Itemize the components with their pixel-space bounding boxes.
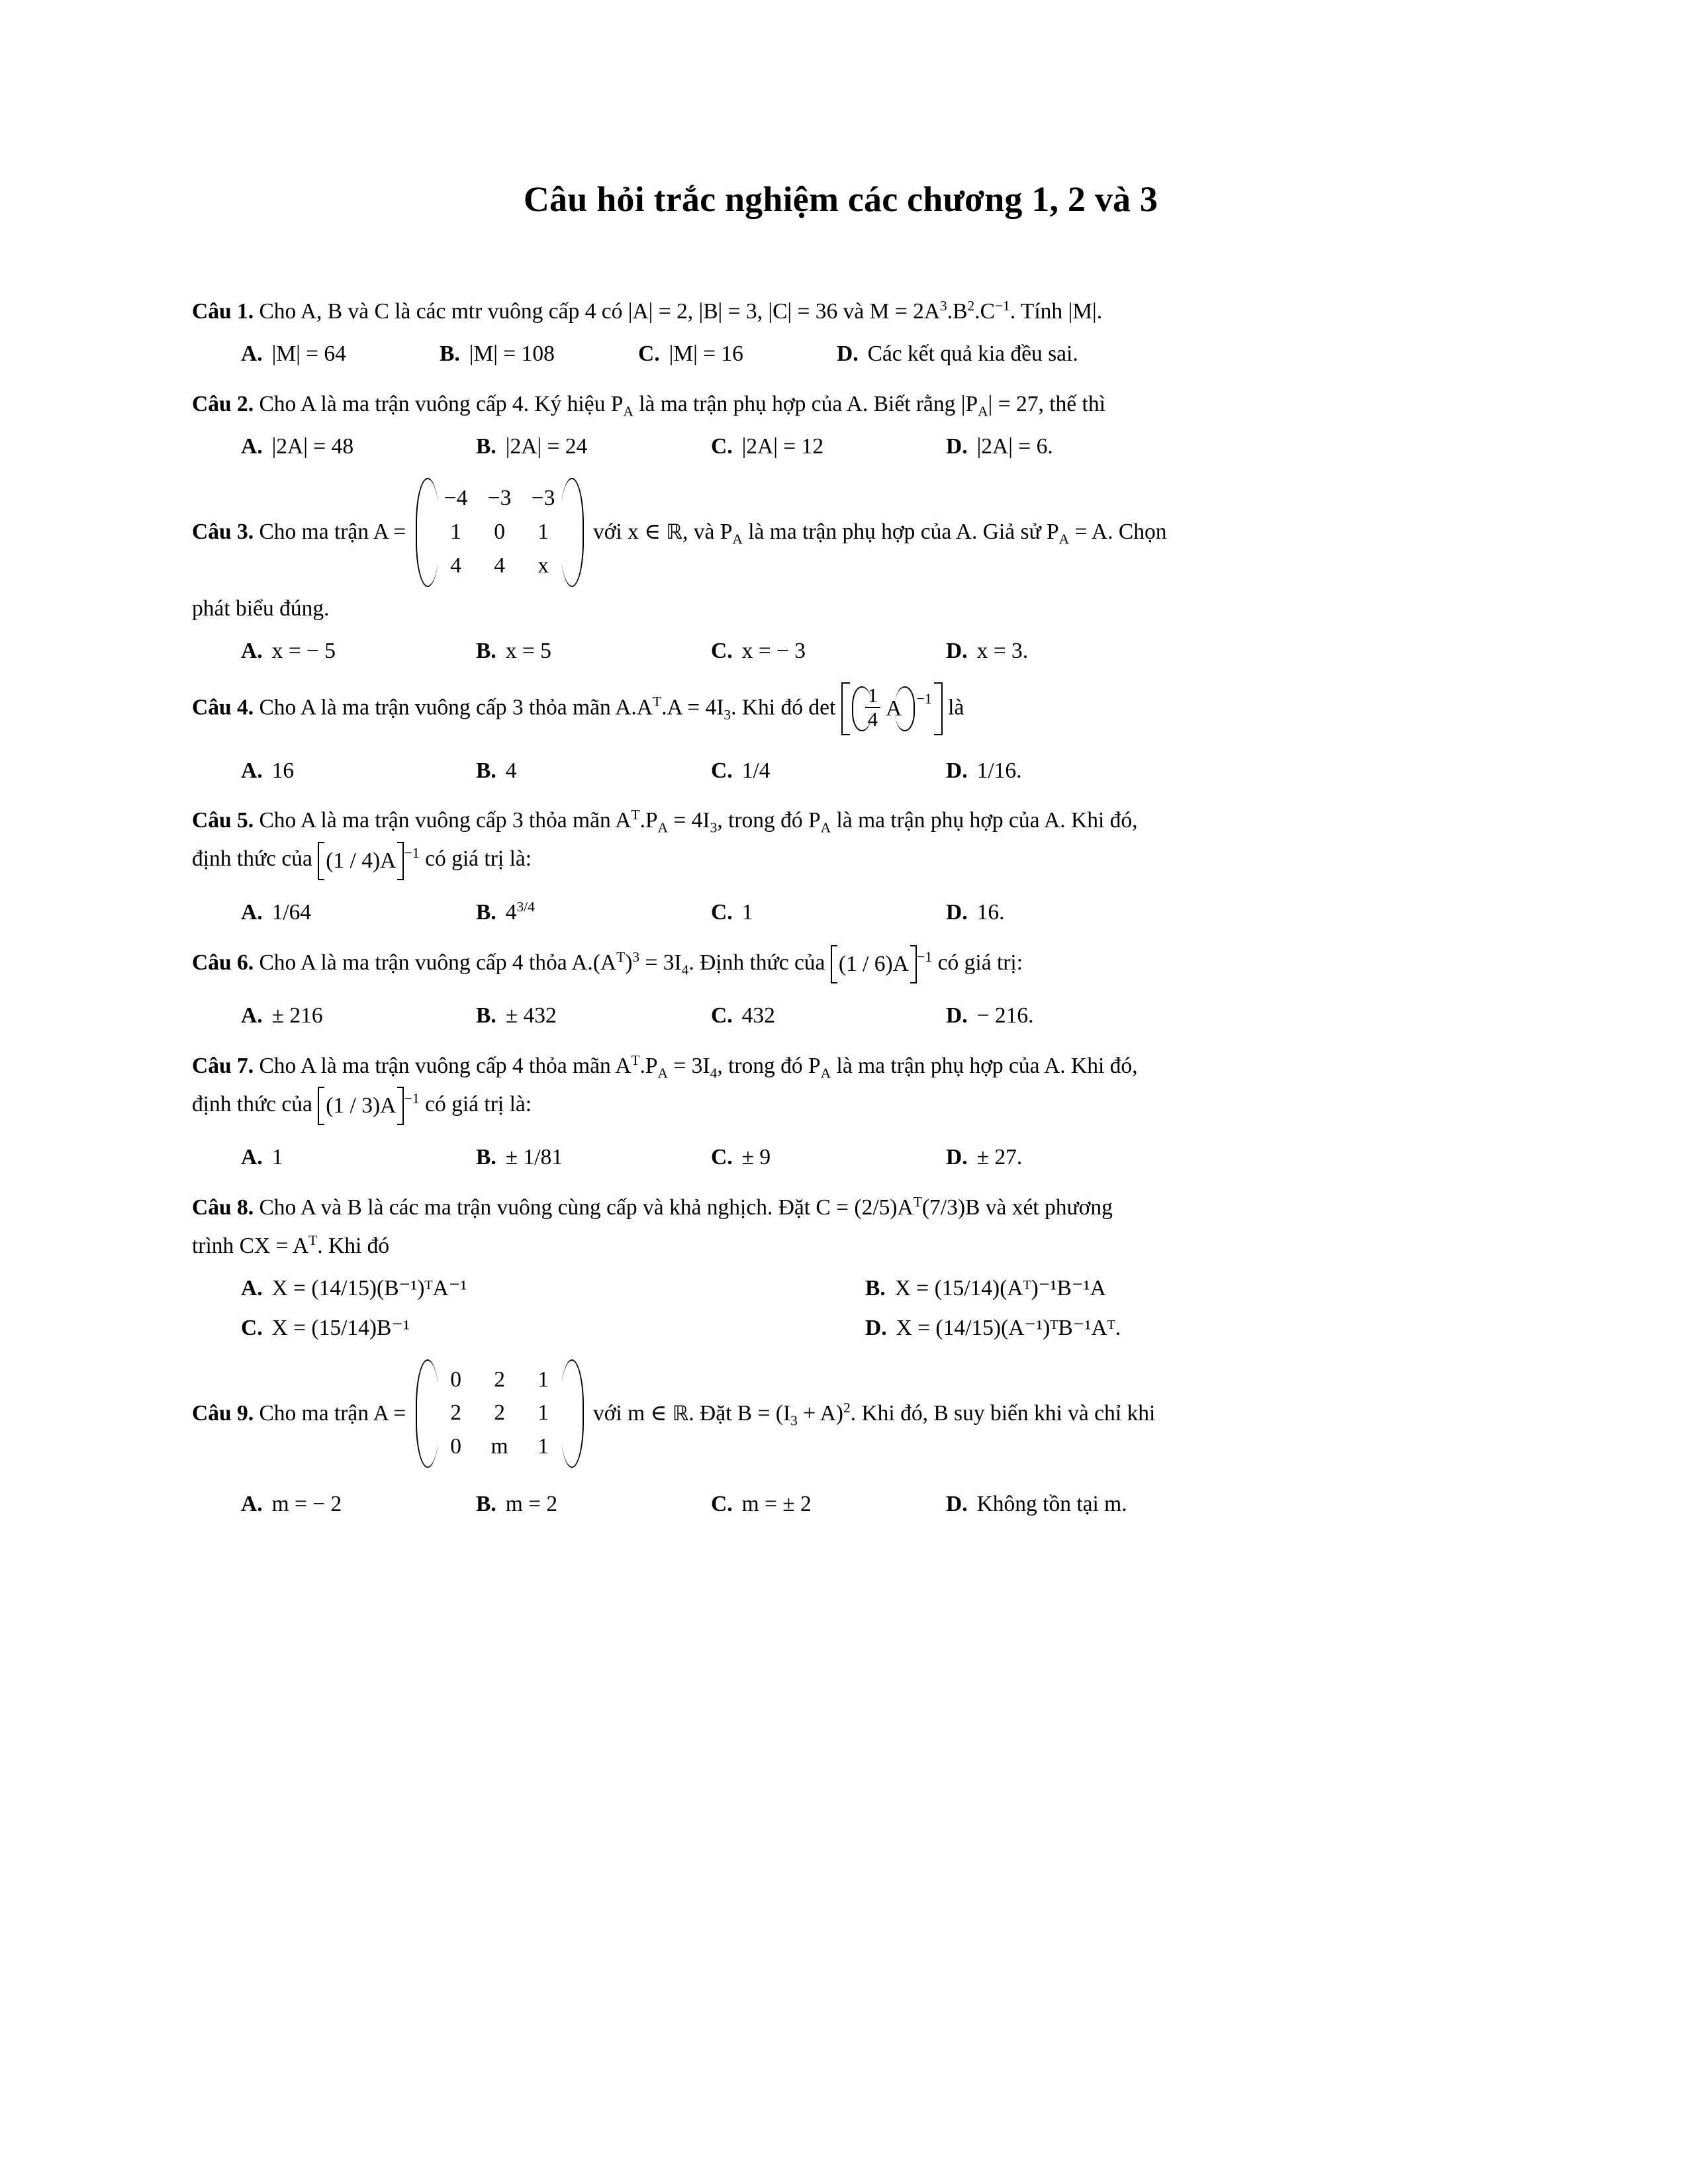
question-6-option-b[interactable] [476,998,711,1034]
question-3-option-d[interactable] [946,633,1028,669]
question-5-label: Câu 5. [192,808,254,833]
matrix-cell: m [491,1434,508,1459]
option-letter: D. [837,341,859,367]
question-5-bracket-exponent: −1 [404,844,420,862]
question-7-sub2: 4 [710,1065,718,1081]
question-6-options [192,998,1489,1034]
question-8-option-b[interactable] [865,1271,1489,1306]
matrix-left-paren [416,478,429,587]
question-7-sub1: A [657,1065,669,1081]
matrix-cell: −4 [444,485,468,510]
question-9-option-a[interactable] [241,1486,476,1522]
option-letter: A. [241,1003,263,1028]
question-4-stem [192,683,1489,735]
question-7-line2-pre: định thức của [192,1091,312,1116]
matrix-cell: 2 [494,1400,505,1426]
real-numbers-symbol: ℝ [672,1401,689,1426]
option-text: |2A| = 48 [271,434,354,459]
option-letter: A. [241,758,263,783]
element-of-icon: ∈ [650,1400,667,1426]
question-8-sup1: T [913,1193,922,1210]
option-text: |2A| = 12 [741,434,824,459]
question-6 [192,945,1489,1034]
question-9-matrix [416,1359,584,1469]
square-bracket-left [318,842,324,880]
question-7 [192,1048,1489,1175]
question-8-line2-part2: . Khi đó [317,1234,390,1259]
option-letter: B. [476,1003,496,1028]
question-4-option-a[interactable] [241,753,476,789]
question-3-stem [192,479,1489,588]
option-letter: B. [476,434,496,459]
option-text: 1/16. [976,758,1022,783]
option-text: ± 1/81 [505,1145,563,1170]
document-content [192,179,1489,1537]
question-1-option-b[interactable] [440,336,638,372]
matrix-cell: 4 [494,553,505,578]
question-2-option-d[interactable] [946,429,1053,465]
question-9-label: Câu 9. [192,1400,254,1426]
question-7-text-part5: là ma trận phụ hợp của A. Khi đó, [831,1053,1138,1078]
option-text: X = (15/14)B⁻¹ [271,1315,410,1340]
option-letter: A. [241,1276,263,1301]
question-2-option-b[interactable] [476,429,711,465]
option-letter: D. [946,1492,968,1517]
option-text: m = 2 [505,1492,558,1517]
question-6-sup1: T [616,948,626,965]
option-letter: B. [476,758,496,783]
question-2-text-part2: là ma trận phụ hợp của A. Biết rằng |P [633,391,978,416]
question-5 [192,803,1489,930]
question-1-option-a[interactable] [241,336,440,372]
question-1-sup2: 2 [967,297,975,314]
matrix-row [434,1396,565,1430]
question-5-stem-line2 [192,841,1489,880]
matrix-cell: 1 [538,1400,549,1426]
question-8-label: Câu 8. [192,1195,254,1220]
question-5-text-part1: Cho A là ma trận vuông cấp 3 thỏa mãn A [259,808,632,833]
question-7-sup1: T [631,1052,640,1068]
question-5-option-d[interactable] [946,895,1004,931]
option-text: |2A| = 24 [505,434,588,459]
option-text: |M| = 108 [469,341,555,367]
matrix-cell: 2 [450,1400,461,1426]
square-bracket-left [841,682,850,735]
question-2-label: Câu 2. [192,391,254,416]
question-3-sub2: A [1058,531,1070,547]
question-4-sup1: T [652,694,662,710]
question-5-text-part2: .P [639,808,658,833]
question-1-text-part4: . Tính |M|. [1009,299,1103,324]
question-3 [192,479,1489,669]
question-7-text-part3: = 3I [668,1053,710,1078]
question-1 [192,294,1489,372]
question-8-option-a[interactable] [241,1271,865,1306]
question-7-line2-post: có giá trị là: [425,1091,532,1116]
question-9-text-part1: Cho ma trận A = [259,1400,406,1426]
matrix-cell: 1 [538,1434,549,1459]
option-letter: C. [711,1145,733,1170]
option-letter: D. [865,1315,887,1340]
option-letter: A. [241,1145,263,1170]
bracket-content: (1 / 4)A [326,848,397,873]
square-bracket-right [910,945,917,983]
option-text: |M| = 16 [669,341,743,367]
question-1-label: Câu 1. [192,299,254,324]
question-5-text-part3: = 4I [668,808,710,833]
matrix-cell: x [538,553,549,578]
option-text: x = 3. [976,638,1029,663]
question-7-bracket-exponent: −1 [404,1089,420,1107]
question-5-sub1: A [657,819,669,836]
question-7-bracket-expression [318,1087,404,1125]
question-6-text-part5: có giá trị: [937,950,1023,975]
bracket-content: (1 / 6)A [838,951,909,976]
question-3-option-a[interactable] [241,633,476,669]
question-4-sub1: 3 [724,707,731,723]
question-6-bracket-expression [831,945,917,983]
question-9-stem [192,1361,1489,1470]
option-text: Các kết quả kia đều sai. [867,341,1078,367]
option-text: 1 [271,1145,283,1170]
question-3-option-c[interactable] [711,633,946,669]
matrix-cell: 4 [450,553,461,578]
option-text: 4 [505,758,517,783]
matrix-cell: 1 [538,519,549,544]
option-text: ± 9 [741,1145,771,1170]
question-7-option-d[interactable] [946,1140,1022,1175]
option-text: 16 [271,758,295,783]
question-1-stem [192,294,1489,330]
question-6-label: Câu 6. [192,950,254,975]
matrix-left-paren [416,1359,429,1469]
question-9-sub1: 3 [790,1412,798,1429]
question-2 [192,387,1489,465]
exponent: −1 [916,690,932,707]
option-letter: A. [241,1492,263,1517]
option-text: 1/64 [271,899,312,925]
matrix-cell: −3 [531,485,555,510]
question-2-stem [192,387,1489,422]
question-4-option-d[interactable] [946,753,1022,789]
question-8-option-d[interactable] [865,1310,1489,1346]
question-3-options [192,633,1489,669]
matrix-variable: A [886,696,902,721]
fraction-one-quarter [865,685,881,729]
option-text: x = 5 [505,638,551,663]
question-9-option-d[interactable] [946,1486,1127,1522]
question-1-options [192,336,1489,372]
option-letter: C. [638,341,660,367]
question-1-sup3: −1 [994,297,1010,314]
question-3-option-b[interactable] [476,633,711,669]
question-8-option-c[interactable] [241,1310,865,1346]
real-numbers-symbol: ℝ [666,520,682,544]
option-letter: B. [865,1276,886,1301]
square-bracket-right [397,842,404,880]
option-text: Không tồn tại m. [976,1492,1127,1517]
matrix-cell: 1 [450,519,461,544]
matrix-cell: 0 [450,1434,461,1459]
option-letter: D. [946,434,968,459]
question-6-text-part1: Cho A là ma trận vuông cấp 4 thỏa A.(A [259,950,617,975]
option-exponent: 3/4 [516,898,535,915]
matrix-cell: −3 [487,485,512,510]
question-5-line2-pre: định thức của [192,846,312,872]
option-letter: B. [476,1145,496,1170]
question-9-option-b[interactable] [476,1486,711,1522]
option-text: x = − 5 [271,638,336,663]
square-bracket-left [831,945,837,983]
question-6-option-a[interactable] [241,998,476,1034]
option-letter: D. [946,758,968,783]
option-letter: C. [241,1315,263,1340]
question-2-option-a[interactable] [241,429,476,465]
question-2-sub2: A [978,403,988,420]
paren-right-icon [904,686,915,731]
option-text: ± 216 [271,1003,323,1028]
question-5-option-a[interactable] [241,895,476,931]
matrix-row [434,1363,565,1397]
option-letter: A. [241,434,263,459]
question-2-text-part3: | = 27, thế thì [988,391,1105,416]
option-text: 4 [505,899,517,925]
question-6-sub1: 4 [681,962,689,978]
question-3-text-part2: với x [592,519,639,544]
question-3-text-part1: Cho ma trận A = [259,519,406,544]
question-8-options-row1 [192,1271,1489,1306]
square-bracket-left [318,1087,324,1125]
option-letter: C. [711,1492,733,1517]
option-text: m = ± 2 [741,1492,812,1517]
option-letter: D. [946,1145,968,1170]
question-2-option-c[interactable] [711,429,946,465]
question-8-line2-sup1: T [308,1232,318,1248]
question-7-sub3: A [820,1065,831,1081]
question-7-stem [192,1048,1489,1084]
option-text: − 216. [976,1003,1034,1028]
question-4 [192,683,1489,788]
question-7-text-part4: , trong đó P [717,1053,821,1078]
question-6-option-c[interactable] [711,998,946,1034]
question-9-text-part6: + A) [797,1400,843,1426]
question-5-sub2: 3 [710,819,718,836]
option-letter: C. [711,1003,733,1028]
matrix-rows [429,478,571,587]
option-letter: D. [946,638,968,663]
question-3-matrix [416,478,584,587]
element-of-icon: ∈ [644,519,661,544]
option-text: |M| = 64 [271,341,346,367]
question-4-text-part4: là [948,695,964,720]
question-9-text-part2: với m [592,1400,645,1426]
option-letter: B. [476,899,496,925]
option-letter: A. [241,899,263,925]
question-4-text-part3: . Khi đó det [731,695,836,720]
question-7-text-part2: .P [639,1053,658,1078]
question-8 [192,1190,1489,1346]
question-2-options [192,429,1489,465]
question-4-option-b[interactable] [476,753,711,789]
question-4-text-part2: .A = 4I [661,695,724,720]
question-8-stem [192,1190,1489,1226]
option-text: 1/4 [741,758,771,783]
matrix-right-paren [571,1359,584,1469]
question-4-text-part1: Cho A là ma trận vuông cấp 3 thỏa mãn A.A [259,695,653,720]
question-9 [192,1361,1489,1522]
question-5-option-c[interactable] [711,895,946,931]
question-2-sub1: A [623,403,633,420]
option-text: ± 27. [976,1145,1023,1170]
determinant-inner [850,682,934,735]
option-letter: C. [711,638,733,663]
question-6-text-part3: = 3I [639,950,682,975]
question-6-bracket-exponent: −1 [916,948,933,965]
question-5-stem [192,803,1489,839]
question-8-text-part2: (7/3)B và xét phương [921,1195,1113,1220]
option-text: 16. [976,899,1005,925]
matrix-right-paren [571,478,584,587]
matrix-row [434,482,565,516]
question-9-text-part7: . Khi đó, B suy biến khi và chỉ khi [850,1400,1156,1426]
question-2-text-part1: Cho A là ma trận vuông cấp 4. Ký hiệu P [259,391,624,416]
option-letter: B. [476,638,496,663]
question-6-text-part4: . Định thức của [688,950,825,975]
question-4-option-c[interactable] [711,753,946,789]
title-spacer [192,220,1489,294]
question-1-text-part2: .B [947,299,968,324]
option-letter: A. [241,341,263,367]
matrix-row [434,1430,565,1464]
matrix-cell: 0 [450,1367,461,1392]
option-letter: D. [946,899,968,925]
question-3-stem-line2: phát biểu đúng. [192,596,330,621]
paren-left-icon [852,686,863,731]
question-5-sub3: A [820,819,831,836]
option-text: x = − 3 [741,638,806,663]
question-8-stem-line2 [192,1228,1489,1264]
question-3-text-part5: , và P [682,519,733,544]
question-5-option-b[interactable] [476,895,711,931]
question-4-options [192,753,1489,789]
question-7-option-c[interactable] [711,1140,946,1175]
question-5-text-part4: , trong đó P [717,808,821,833]
option-letter: C. [711,899,733,925]
option-letter: B. [476,1492,496,1517]
question-6-sup2: 3 [632,948,640,965]
square-bracket-right [397,1087,404,1125]
option-text: ± 432 [505,1003,557,1028]
question-5-text-part5: là ma trận phụ hợp của A. Khi đó, [831,808,1138,833]
question-7-label: Câu 7. [192,1053,254,1078]
question-4-determinant-expression [841,682,943,735]
question-9-option-c[interactable] [711,1486,946,1522]
question-6-stem [192,945,1489,983]
option-text: X = (14/15)(A⁻¹)ᵀB⁻¹Aᵀ. [896,1315,1121,1340]
question-7-text-part1: Cho A là ma trận vuông cấp 4 thỏa mãn A [259,1053,632,1078]
option-letter: C. [711,434,733,459]
bracket-content: (1 / 3)A [326,1093,397,1118]
matrix-cell: 2 [494,1367,505,1392]
question-1-option-c[interactable] [638,336,837,372]
question-9-sup1: 2 [843,1399,851,1416]
question-9-text-part5: . Đặt B = (I [688,1400,791,1426]
question-8-options-row2 [192,1310,1489,1346]
question-8-line2-part1: trình CX = A [192,1234,309,1259]
question-6-option-d[interactable] [946,998,1033,1034]
option-text: X = (14/15)(B⁻¹)ᵀA⁻¹ [271,1276,467,1301]
option-text: m = − 2 [271,1492,342,1517]
page-title: Câu hỏi trắc nghiệm các chương 1, 2 và 3 [523,179,1158,219]
question-4-label: Câu 4. [192,695,254,720]
option-letter: A. [241,638,263,663]
question-5-sup1: T [631,807,640,823]
question-7-stem-line2 [192,1087,1489,1125]
question-3-sub1: A [732,531,743,547]
option-text: X = (15/14)(Aᵀ)⁻¹B⁻¹A [894,1276,1106,1301]
square-bracket-right [934,682,943,735]
question-9-options [192,1486,1489,1522]
question-7-options [192,1140,1489,1175]
option-text: 1 [741,899,753,925]
question-1-text-part1: Cho A, B và C là các mtr vuông cấp 4 có |A| = 2, |B| = 3, |C| = 36 và M = 2A [259,299,941,324]
fraction-numerator: 1 [867,684,878,707]
question-6-text-part2: ) [625,950,633,975]
question-1-text-part3: .C [974,299,995,324]
question-3-label: Câu 3. [192,519,254,544]
question-7-option-b[interactable] [476,1140,711,1175]
question-1-sup1: 3 [940,297,947,314]
question-5-line2-post: có giá trị là: [425,846,532,872]
matrix-cell: 0 [494,519,505,544]
question-3-text-part7: = A. Chọn [1069,519,1167,544]
fraction-denominator: 4 [865,707,881,730]
matrix-rows [429,1359,571,1469]
question-7-option-a[interactable] [241,1140,476,1175]
option-letter: C. [711,758,733,783]
matrix-row [434,516,565,549]
option-letter: D. [946,1003,968,1028]
question-5-bracket-expression [318,842,404,880]
question-1-option-d[interactable] [837,336,1078,372]
question-3-text-part6: là ma trận phụ hợp của A. Giả sử P [742,519,1059,544]
matrix-cell: 1 [538,1367,549,1392]
question-8-text-part1: Cho A và B là các ma trận vuông cùng cấp và khả nghịch. Đặt C = (2/5)A [259,1195,914,1220]
option-text: |2A| = 6. [976,434,1053,459]
matrix-row [434,549,565,583]
question-5-options [192,895,1489,931]
option-letter: B. [440,341,460,367]
option-text: 432 [741,1003,775,1028]
